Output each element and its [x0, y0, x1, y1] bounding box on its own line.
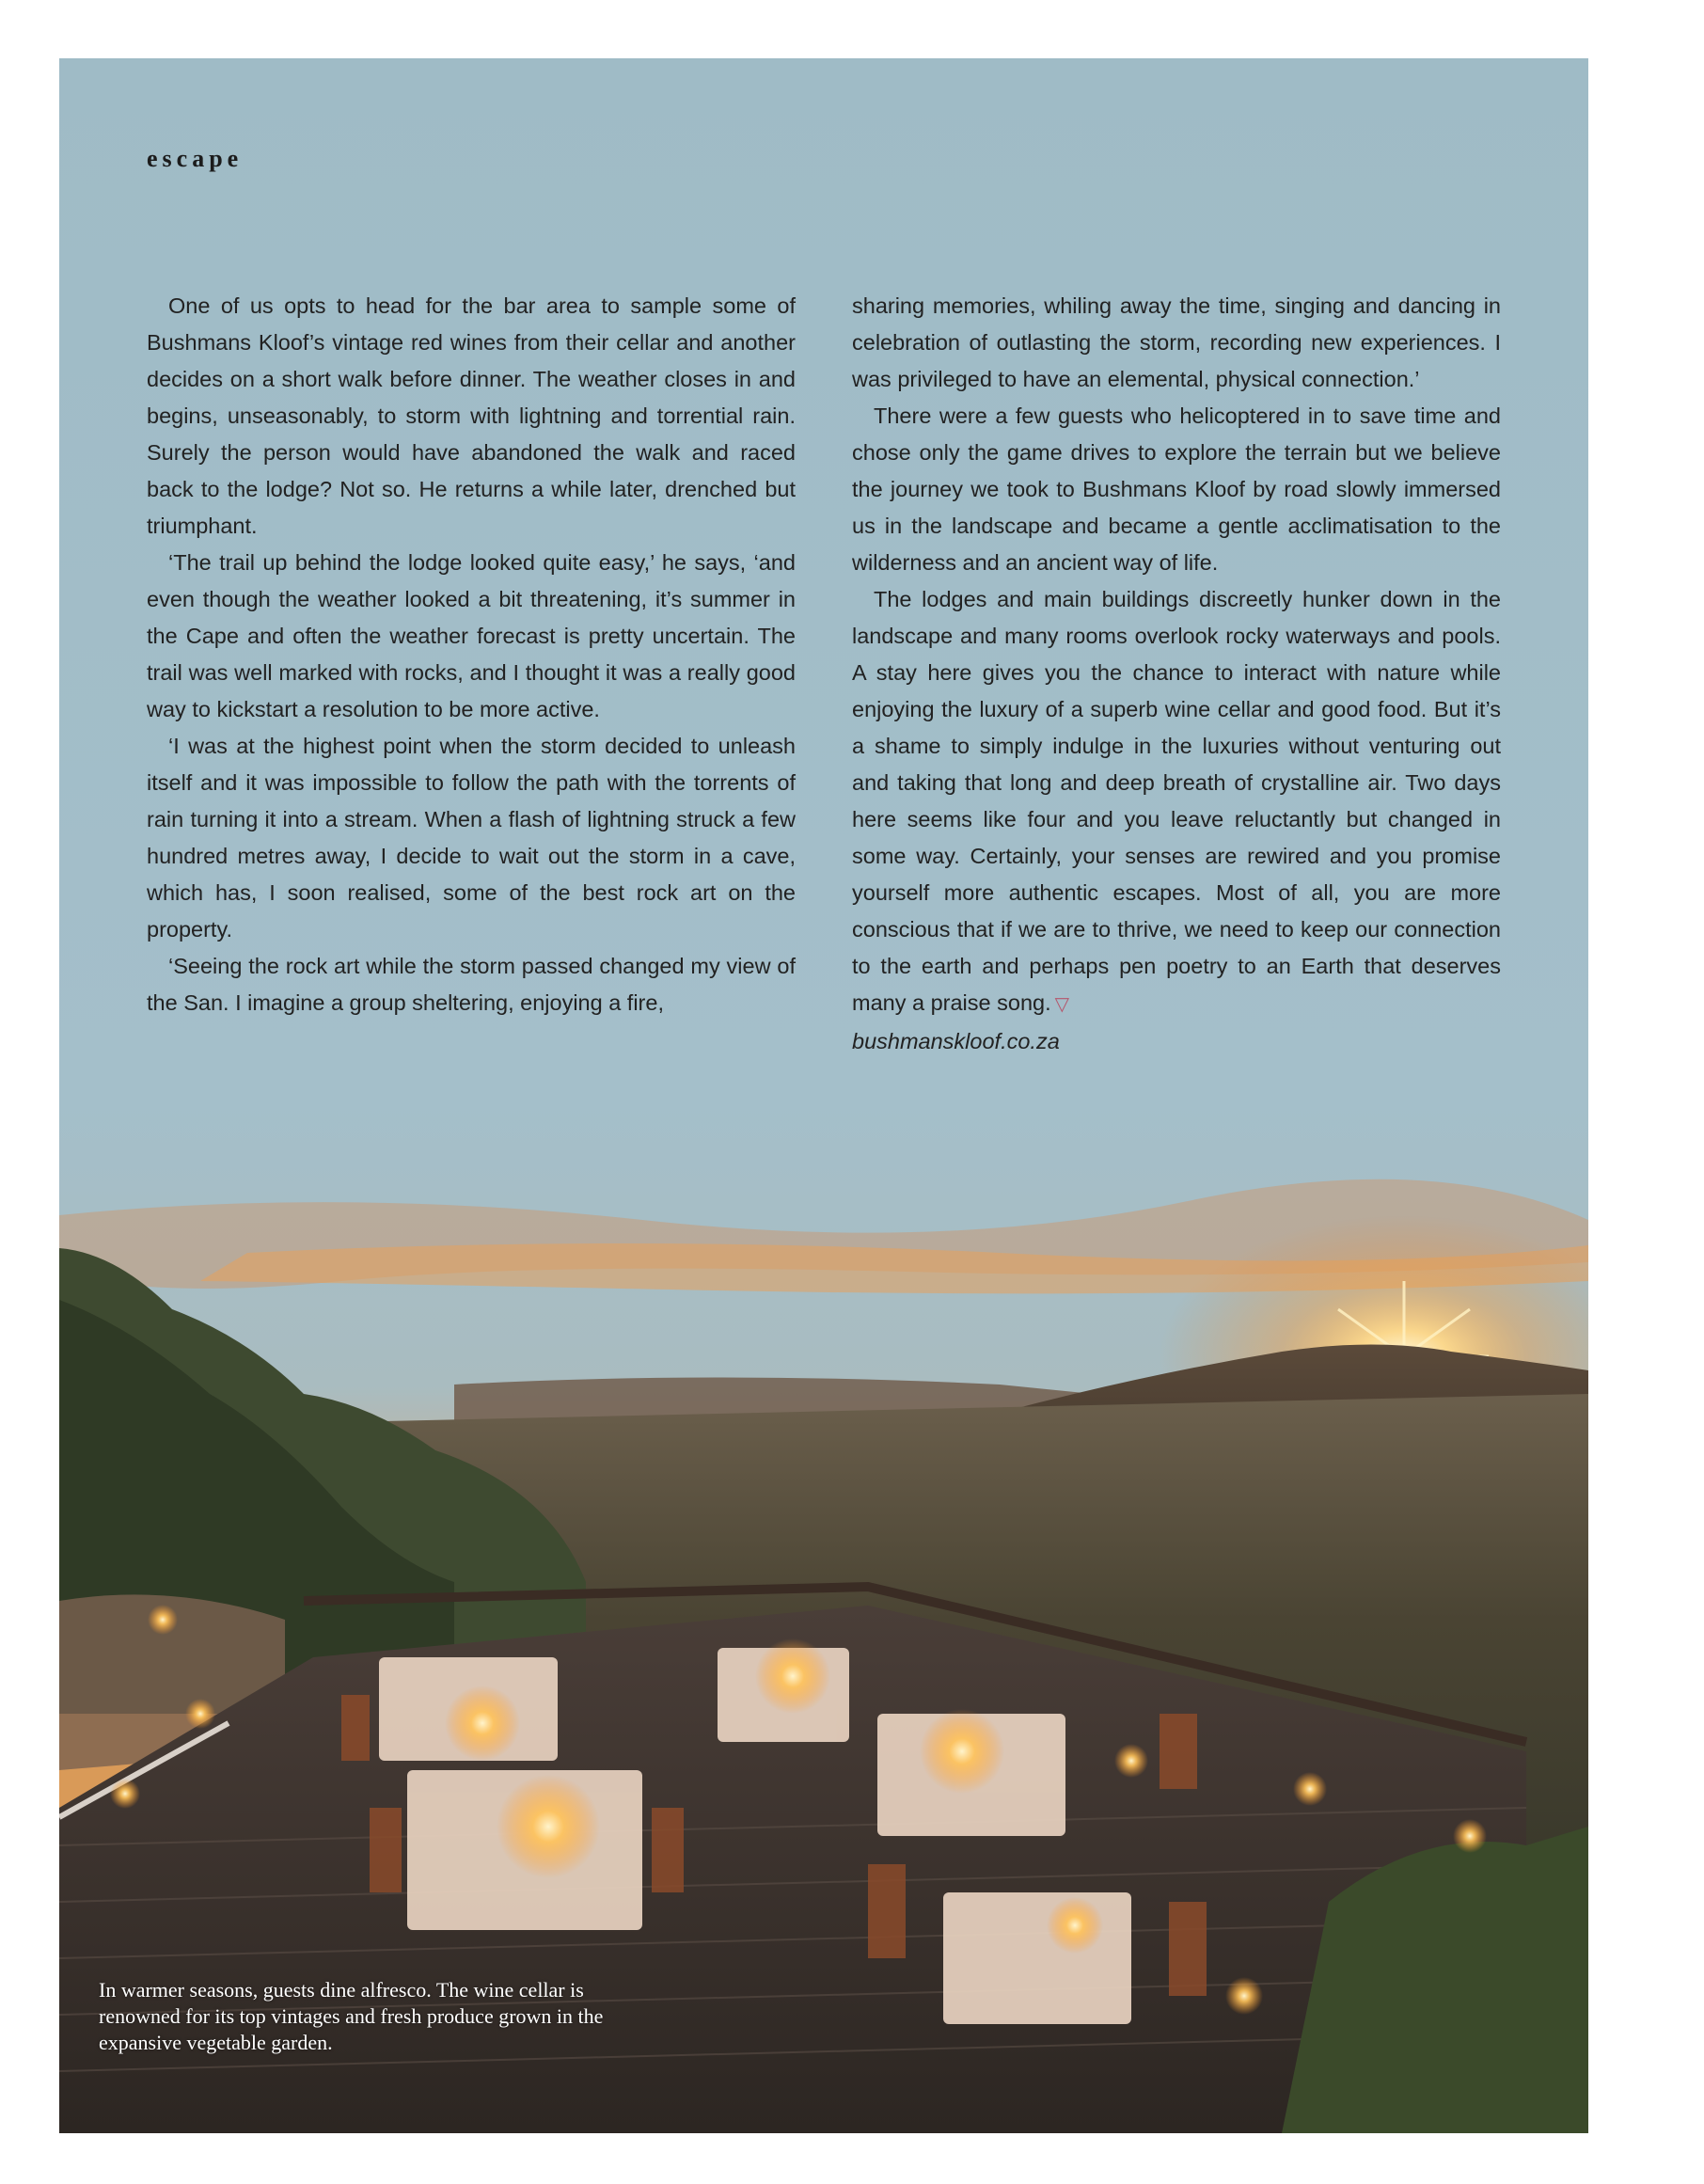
- paragraph: There were a few guests who helicoptered in to save time and chose only the game drives to explore the terrain but we believe the journey we took to Bushmans Kloof by road slowly immersed us in the landscape and became a gentle acclimatisation to the wilderness and an ancient way of life.: [852, 404, 1501, 575]
- paragraph: One of us opts to head for the bar area to sample some of Bushmans Kloof’s vintage red wines from their cellar and another decides on a short walk before dinner. The weather closes in and begins, unseasonably, to storm with lightning and torrential rain. Surely the person would have abandoned the walk and raced back to the lodge? Not so. He returns a while later, drenched but triumphant.: [147, 293, 796, 538]
- end-mark-icon: ▽: [1054, 994, 1070, 1015]
- photo-caption: In warmer seasons, guests dine alfresco. The wine cellar is renowned for its top vintages and fresh produce grown in the expansive vegetable garden.: [99, 1978, 604, 2054]
- paragraph: sharing memories, whiling away the time, singing and dancing in celebration of outlasting the storm, recording new experiences. I was privileged to have an elemental, physical connection.’: [852, 293, 1501, 391]
- page-frame: [59, 58, 1588, 2133]
- website-link[interactable]: bushmanskloof.co.za: [852, 1029, 1060, 1053]
- paragraph: ‘Seeing the rock art while the storm passed changed my view of the San. I imagine a group sheltering, enjoying a fire,: [147, 954, 796, 1015]
- paragraph-text: The lodges and main buildings discreetly hunker down in the landscape and many rooms overlook rocky waterways and pools. A stay here gives you the chance to interact with nature while enjoying the luxury of a superb wine cellar and good food. But it’s a shame to simply indulge in the luxuries without venturing out and taking that long and deep breath of crystalline air. Two days here seems like four and you leave reluctantly but changed in some way. Certainly, your senses are rewired and you promise yourself more authentic escapes. Most of all, you are more conscious that if we are to thrive, we need to keep our connection to the earth and perhaps pen poetry to an Earth that deserves many a praise song.: [852, 587, 1501, 1015]
- paragraph: ‘I was at the highest point when the storm decided to unleash itself and it was impossible to follow the path with the torrents of rain turning it into a stream. When a flash of lightning struck a few hundred metres away, I decide to wait out the storm in a cave, which has, I soon realised, some of the best rock art on the property.: [147, 734, 796, 942]
- article-column-left: [147, 288, 796, 1060]
- paragraph: ‘The trail up behind the lodge looked quite easy,’ he says, ‘and even though the weather looked a bit threatening, it’s summer in the Cape and often the weather forecast is pretty uncertain. The trail was well marked with rocks, and I thought it was a really good way to kickstart a resolution to be more active.: [147, 550, 796, 721]
- paragraph: [852, 581, 1501, 1023]
- section-label: escape: [147, 145, 244, 172]
- article-body: [147, 288, 1501, 1060]
- article-column-right: [852, 288, 1501, 1060]
